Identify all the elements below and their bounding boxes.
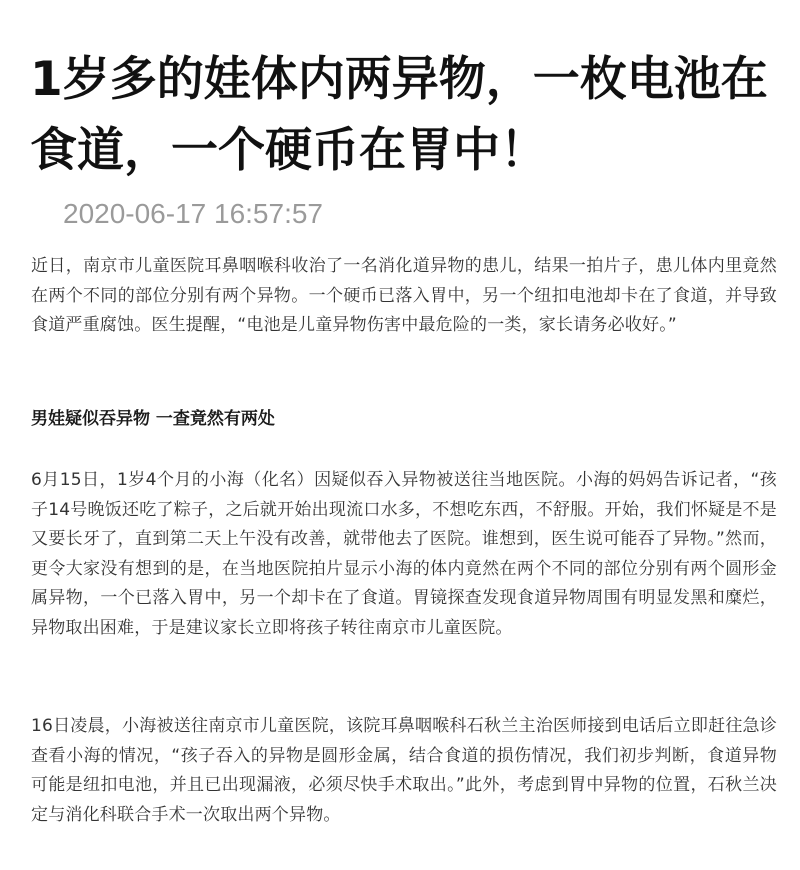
article-paragraph-1: 近日，南京市儿童医院耳鼻咽喉科收治了一名消化道异物的患儿，结果一拍片子，患儿体内里竟然在两个不同的部位分别有两个异物。一个硬币已落入胃中，另一个纽扣电池却卡在了食道，并导致食道严重腐蚀。医生提醒，“电池是儿童异物伤害中最危险的一类，家长请务必收好。” bbox=[31, 256, 777, 335]
article-title: 1岁多的娃体内两异物，一枚电池在食道，一个硬币在胃中！ bbox=[30, 52, 768, 178]
article-subheading: 男娃疑似吞异物 一查竟然有两处 bbox=[31, 409, 275, 429]
article-paragraph-3: 16日凌晨，小海被送往南京市儿童医院，该院耳鼻咽喉科石秋兰主治医师接到电话后立即赶往急诊查看小海的情况，“孩子吞入的异物是圆形金属，结合食道的损伤情况，我们初步判断，食道异物可能是纽扣电池，并且已出现漏液，必须尽快手术取出。”此外，考虑到胃中异物的位置，石秋兰决定与消化科联合手术一次取出两个异物。 bbox=[31, 716, 777, 825]
article-paragraph-2: 6月15日，1岁4个月的小海（化名）因疑似吞入异物被送往当地医院。小海的妈妈告诉记者，“孩子14号晚饭还吃了粽子，之后就开始出现流口水多，不想吃东西，不舒服。开始，我们怀疑是不是又要长牙了，直到第二天上午没有改善，就带他去了医院。谁想到，医生说可能吞了异物。”然而，更令大家没有想到的是，在当地医院拍片显示小海的体内竟然在两个不同的部位分别有两个圆形金属异物，一个已落入胃中，另一个却卡在了食道。胃镜探查发现食道异物周围有明显发黑和糜烂，异物取出困难，于是建议家长立即将孩子转往南京市儿童医院。 bbox=[31, 470, 777, 638]
publish-timestamp: 2020-06-17 16:57:57 bbox=[63, 198, 323, 229]
